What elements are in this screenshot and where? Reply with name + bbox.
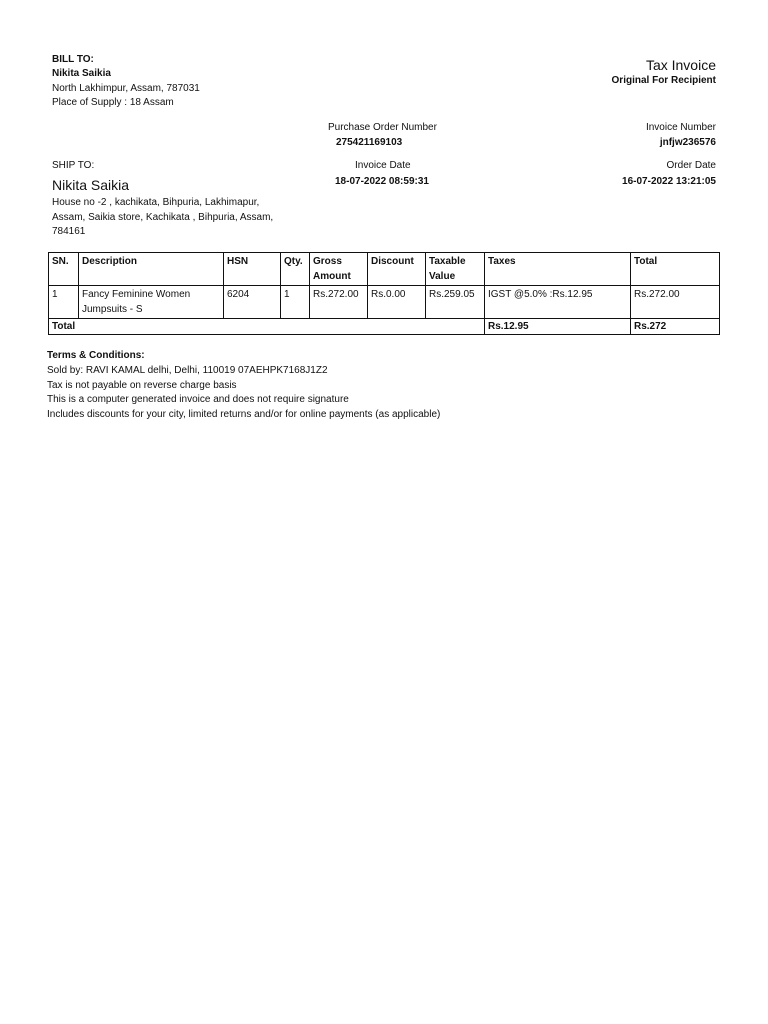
table-row bbox=[49, 286, 720, 319]
cell-taxes: IGST @5.0% :Rs.12.95 bbox=[485, 286, 631, 319]
header-gross-amount: Gross Amount bbox=[310, 253, 368, 286]
cell-total: Rs.272.00 bbox=[631, 286, 720, 319]
invoice-number-value: jnfjw236576 bbox=[659, 137, 716, 148]
bill-to-label: BILL TO: bbox=[52, 54, 94, 65]
place-of-supply: Place of Supply : 18 Assam bbox=[52, 97, 174, 108]
header-total: Total bbox=[631, 253, 720, 286]
total-taxes: Rs.12.95 bbox=[485, 319, 631, 335]
header-discount: Discount bbox=[368, 253, 426, 286]
header-sn: SN. bbox=[49, 253, 79, 286]
invoice-date-value: 18-07-2022 08:59:31 bbox=[335, 176, 429, 187]
document-title: Tax Invoice bbox=[645, 57, 716, 73]
table-total-row bbox=[49, 319, 720, 335]
invoice-date-label: Invoice Date bbox=[355, 160, 411, 171]
ship-to-label: SHIP TO: bbox=[52, 160, 95, 171]
document-subtitle: Original For Recipient bbox=[611, 75, 716, 86]
order-date-label: Order Date bbox=[666, 160, 716, 171]
cell-discount: Rs.0.00 bbox=[368, 286, 426, 319]
terms-title: Terms & Conditions: bbox=[47, 350, 145, 361]
header-qty: Qty. bbox=[281, 253, 310, 286]
header-hsn: HSN bbox=[224, 253, 281, 286]
cell-qty: 1 bbox=[281, 286, 310, 319]
terms-line-computer-generated: This is a computer generated invoice and does not require signature bbox=[47, 394, 349, 405]
terms-line-reverse-charge: Tax is not payable on reverse charge basis bbox=[47, 380, 237, 391]
header-description: Description bbox=[79, 253, 224, 286]
cell-gross-amount: Rs.272.00 bbox=[310, 286, 368, 319]
total-amount: Rs.272 bbox=[631, 319, 720, 335]
bill-to-address: North Lakhimpur, Assam, 787031 bbox=[52, 83, 200, 94]
order-date-value: 16-07-2022 13:21:05 bbox=[622, 176, 716, 187]
header-taxes: Taxes bbox=[485, 253, 631, 286]
table-header-row bbox=[49, 253, 720, 286]
po-number-value: 275421169103 bbox=[336, 137, 403, 148]
terms-line-sold-by: Sold by: RAVI KAMAL delhi, Delhi, 110019 07AEHPK7168J1Z2 bbox=[47, 365, 328, 376]
cell-taxable-value: Rs.259.05 bbox=[426, 286, 485, 319]
cell-sn: 1 bbox=[49, 286, 79, 319]
total-label: Total bbox=[49, 319, 485, 335]
cell-hsn: 6204 bbox=[224, 286, 281, 319]
po-number-label: Purchase Order Number bbox=[328, 122, 437, 133]
header-taxable-value: Taxable Value bbox=[426, 253, 485, 286]
cell-description: Fancy Feminine Women Jumpsuits - S bbox=[79, 286, 224, 319]
ship-to-name: Nikita Saikia bbox=[52, 177, 130, 193]
bill-to-name: Nikita Saikia bbox=[52, 68, 111, 79]
ship-to-address: House no -2 , kachikata, Bihpuria, Lakhimapur, Assam, Saikia store, Kachikata , Bihpuria, Assam, 784161 bbox=[52, 197, 274, 237]
terms-line-discounts: Includes discounts for your city, limited returns and/or for online payments (as applicable) bbox=[47, 409, 441, 420]
invoice-number-label: Invoice Number bbox=[645, 122, 716, 133]
items-table bbox=[48, 252, 720, 335]
